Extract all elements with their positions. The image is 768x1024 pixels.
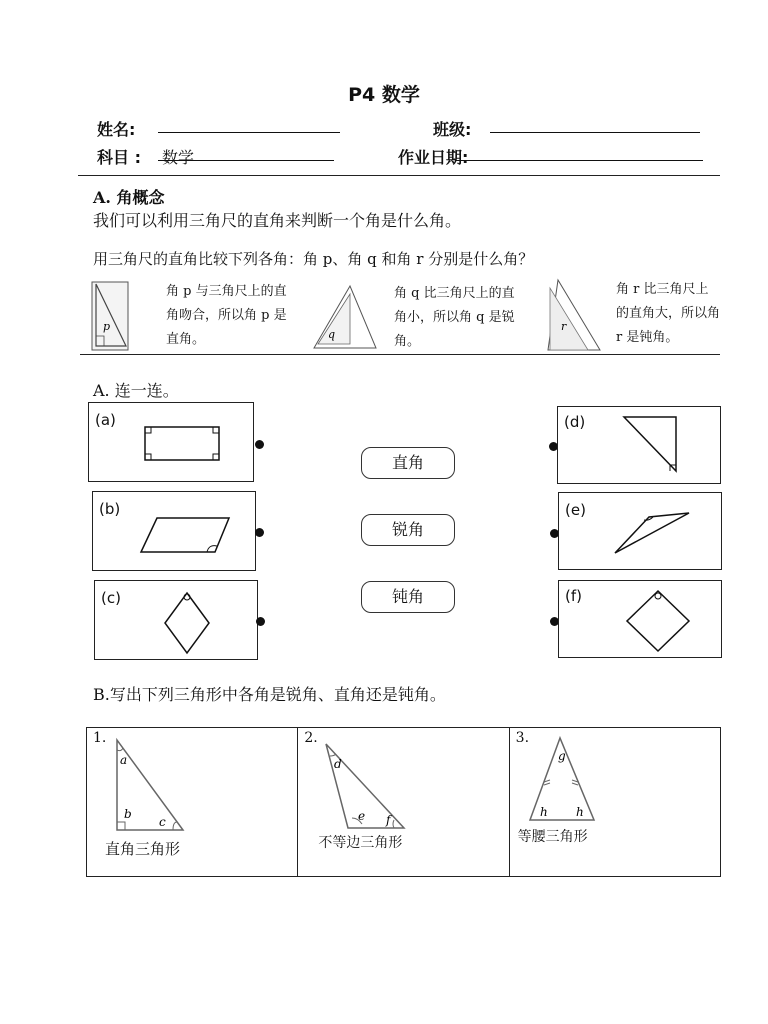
lesson-divider [80, 354, 720, 355]
option-right-angle[interactable]: 直角 [361, 447, 455, 479]
match-dot-a[interactable] [255, 440, 264, 449]
isosceles-triangle-figure [524, 734, 604, 824]
page-title: P4 数学 [348, 84, 420, 106]
caption-scalene-triangle: 不等边三角形 [318, 835, 403, 851]
box-label-e: (e) [565, 501, 586, 519]
rhombus-shape [161, 589, 213, 655]
obtuse-triangle-shape [611, 507, 691, 557]
subject-label: 科目 : [97, 148, 141, 167]
angle-d-label: d [334, 757, 343, 771]
triangle-table [86, 727, 721, 877]
box-label-d: (d) [564, 413, 586, 431]
date-field[interactable] [456, 160, 703, 161]
match-box-c [94, 580, 258, 660]
angle-e-label: e [358, 809, 366, 823]
square-diamond-shape [623, 585, 693, 655]
right-triangle-shape [618, 413, 682, 475]
class-field[interactable] [490, 132, 700, 133]
box-label-b: (b) [99, 500, 121, 518]
angle-g-label: g [557, 749, 566, 763]
match-dot-c[interactable] [256, 617, 265, 626]
caption-right-triangle: 直角三角形 [105, 840, 181, 858]
option-acute-angle[interactable]: 锐角 [361, 514, 455, 546]
svg-text:r: r [561, 320, 567, 333]
angle-a-label: a [120, 753, 128, 767]
svg-text:q: q [328, 328, 336, 341]
angle-q-figure [314, 286, 376, 348]
match-box-e [558, 492, 722, 570]
angle-b-label: b [124, 807, 132, 821]
box-label-a: (a) [95, 411, 116, 429]
lesson-intro: 我们可以利用三角尺的直角来判断一个角是什么角。 [93, 211, 462, 230]
match-box-d [557, 406, 721, 484]
subject-field[interactable] [158, 160, 334, 161]
match-box-a [88, 402, 254, 482]
match-box-f [558, 580, 722, 658]
section-a-heading: A. 连一连。 [93, 381, 179, 400]
angle-h-right-label: h [575, 805, 584, 819]
angle-f-label: f [386, 813, 391, 827]
name-field[interactable] [158, 132, 340, 133]
parallelogram-shape [137, 514, 233, 556]
svg-text:p: p [103, 320, 111, 333]
triangle-cell-2 [298, 728, 509, 877]
header-divider [78, 175, 720, 176]
cell-number-2: 2. [304, 730, 318, 746]
cell-number-3: 3. [515, 730, 530, 746]
scalene-triangle-figure [322, 734, 412, 832]
angle-h-left-label: h [539, 805, 548, 819]
triangle-cell-1 [87, 728, 298, 877]
subject-value: 数学 [162, 148, 195, 167]
angle-p-figure [92, 282, 128, 350]
box-label-c: (c) [101, 589, 121, 607]
example-p-text: 角 p 与三角尺上的直角吻合，所以角 p 是直角。 [166, 284, 287, 347]
right-triangle-figure [107, 734, 217, 834]
match-dot-b[interactable] [255, 528, 264, 537]
class-label: 班级: [433, 120, 472, 139]
date-label: 作业日期: [398, 148, 469, 167]
example-r-text: 角 r 比三角尺上的直角大，所以角 r 是钝角。 [616, 282, 721, 345]
section-b-heading: B.写出下列三角形中各角是锐角、直角还是钝角。 [93, 685, 446, 704]
rectangle-shape [139, 421, 223, 465]
triangle-cell-3 [509, 728, 720, 877]
box-label-f: (f) [565, 587, 582, 605]
lesson-heading: A. 角概念 [93, 188, 165, 207]
match-box-b [92, 491, 256, 571]
example-q-text: 角 q 比三角尺上的直角小，所以角 q 是锐角。 [394, 286, 515, 349]
cell-number-1: 1. [93, 730, 107, 746]
option-obtuse-angle[interactable]: 钝角 [361, 581, 455, 613]
name-label: 姓名: [97, 120, 136, 139]
lesson-instruction: 用三角尺的直角比较下列各角：角 p、角 q 和角 r 分别是什么角？ [93, 250, 534, 268]
angle-r-figure [548, 280, 600, 350]
caption-isosceles-triangle: 等腰三角形 [517, 829, 588, 845]
example-strip [88, 278, 720, 354]
angle-c-label: c [159, 815, 166, 829]
